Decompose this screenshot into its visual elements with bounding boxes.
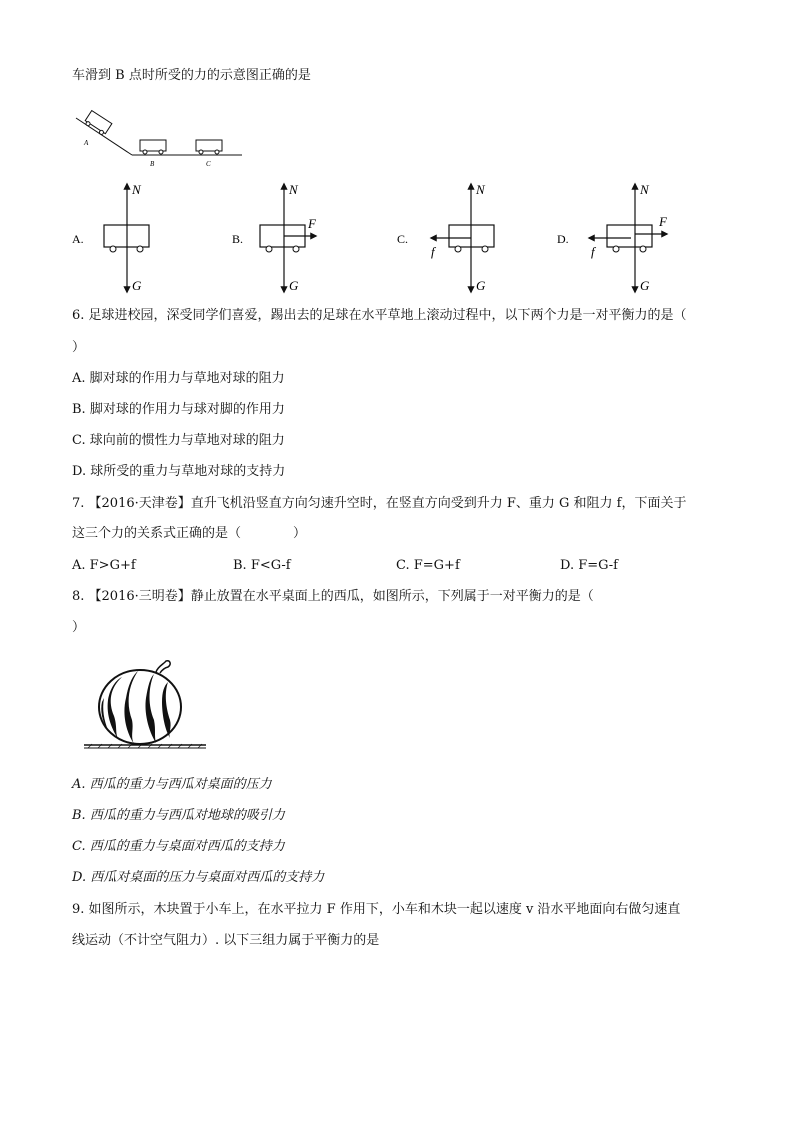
q7-stem-line-2: 这三个力的关系式正确的是（ ） bbox=[72, 526, 307, 541]
force-n-label: N bbox=[289, 182, 298, 197]
q6-stem-line-2: ） bbox=[72, 340, 86, 355]
q7-option-d[interactable]: D. F=G-f bbox=[560, 558, 618, 573]
option-letter: A. bbox=[72, 232, 84, 246]
q7-option-a[interactable]: A. F>G+f bbox=[72, 558, 136, 573]
q8-stem-line-1: 8. 【2016·三明卷】静止放置在水平桌面上的西瓜，如图所示，下列属于一对平衡力的是（ bbox=[72, 589, 594, 604]
force-g-label: G bbox=[476, 278, 486, 293]
q8-stem-line-2: ） bbox=[72, 620, 86, 635]
force-f-label: F bbox=[659, 214, 667, 229]
q5-option-c-diagram[interactable] bbox=[395, 180, 515, 300]
q6-option-c[interactable]: C. 球向前的惯性力与草地对球的阻力 bbox=[72, 433, 285, 448]
force-g-label: G bbox=[640, 278, 650, 293]
option-letter: D. bbox=[557, 232, 569, 246]
q8-option-a[interactable]: A. 西瓜的重力与西瓜对桌面的压力 bbox=[72, 777, 272, 792]
scene-label-c: C bbox=[206, 160, 211, 168]
force-f-label: F bbox=[308, 216, 316, 231]
q9-stem-line-2: 线运动（不计空气阻力）. 以下三组力属于平衡力的是 bbox=[72, 933, 380, 948]
force-n-label: N bbox=[476, 182, 485, 197]
q5-option-d-diagram[interactable] bbox=[555, 180, 685, 300]
q6-option-b[interactable]: B. 脚对球的作用力与球对脚的作用力 bbox=[72, 402, 285, 417]
q8-option-c[interactable]: C. 西瓜的重力与桌面对西瓜的支持力 bbox=[72, 839, 285, 854]
q5-scene-figure bbox=[72, 108, 248, 172]
q8-option-b[interactable]: B. 西瓜的重力与西瓜对地球的吸引力 bbox=[72, 808, 285, 823]
cart-b bbox=[140, 140, 166, 154]
scene-label-b: B bbox=[150, 160, 155, 168]
force-small-f-label: f bbox=[591, 244, 595, 259]
q7-stem-line-1: 7. 【2016·天津卷】直升飞机沿竖直方向匀速升空时，在竖直方向受到升力 F、重力 G 和阻力 f，下面关于 bbox=[72, 496, 687, 511]
q7-option-c[interactable]: C. F=G+f bbox=[396, 558, 460, 573]
q7-option-b[interactable]: B. F<G-f bbox=[233, 558, 291, 573]
watermelon-figure bbox=[84, 658, 208, 752]
option-letter: B. bbox=[232, 232, 244, 246]
force-g-label: G bbox=[132, 278, 142, 293]
scene-label-a: A bbox=[84, 139, 89, 147]
q9-stem-line-1: 9. 如图所示，木块置于小车上，在水平拉力 F 作用下，小车和木块一起以速度 v 沿水平地面向右做匀速直 bbox=[72, 902, 681, 917]
q5-option-b-diagram[interactable] bbox=[230, 180, 340, 300]
force-g-label: G bbox=[289, 278, 299, 293]
cart-c bbox=[196, 140, 222, 154]
q5-option-a-diagram[interactable] bbox=[70, 180, 180, 300]
q6-option-a[interactable]: A. 脚对球的作用力与草地对球的阻力 bbox=[72, 371, 285, 386]
force-f-label: f bbox=[431, 244, 435, 259]
q6-stem-line-1: 6. 足球进校园，深受同学们喜爱，踢出去的足球在水平草地上滚动过程中，以下两个力是一对平衡力的是（ bbox=[72, 308, 687, 323]
q5-stem: 车滑到 B 点时所受的力的示意图正确的是 bbox=[72, 68, 311, 83]
q8-option-d[interactable]: D. 西瓜对桌面的压力与桌面对西瓜的支持力 bbox=[72, 870, 325, 885]
option-letter: C. bbox=[397, 232, 409, 246]
force-n-label: N bbox=[640, 182, 649, 197]
q6-option-d[interactable]: D. 球所受的重力与草地对球的支持力 bbox=[72, 464, 286, 479]
force-n-label: N bbox=[132, 182, 141, 197]
